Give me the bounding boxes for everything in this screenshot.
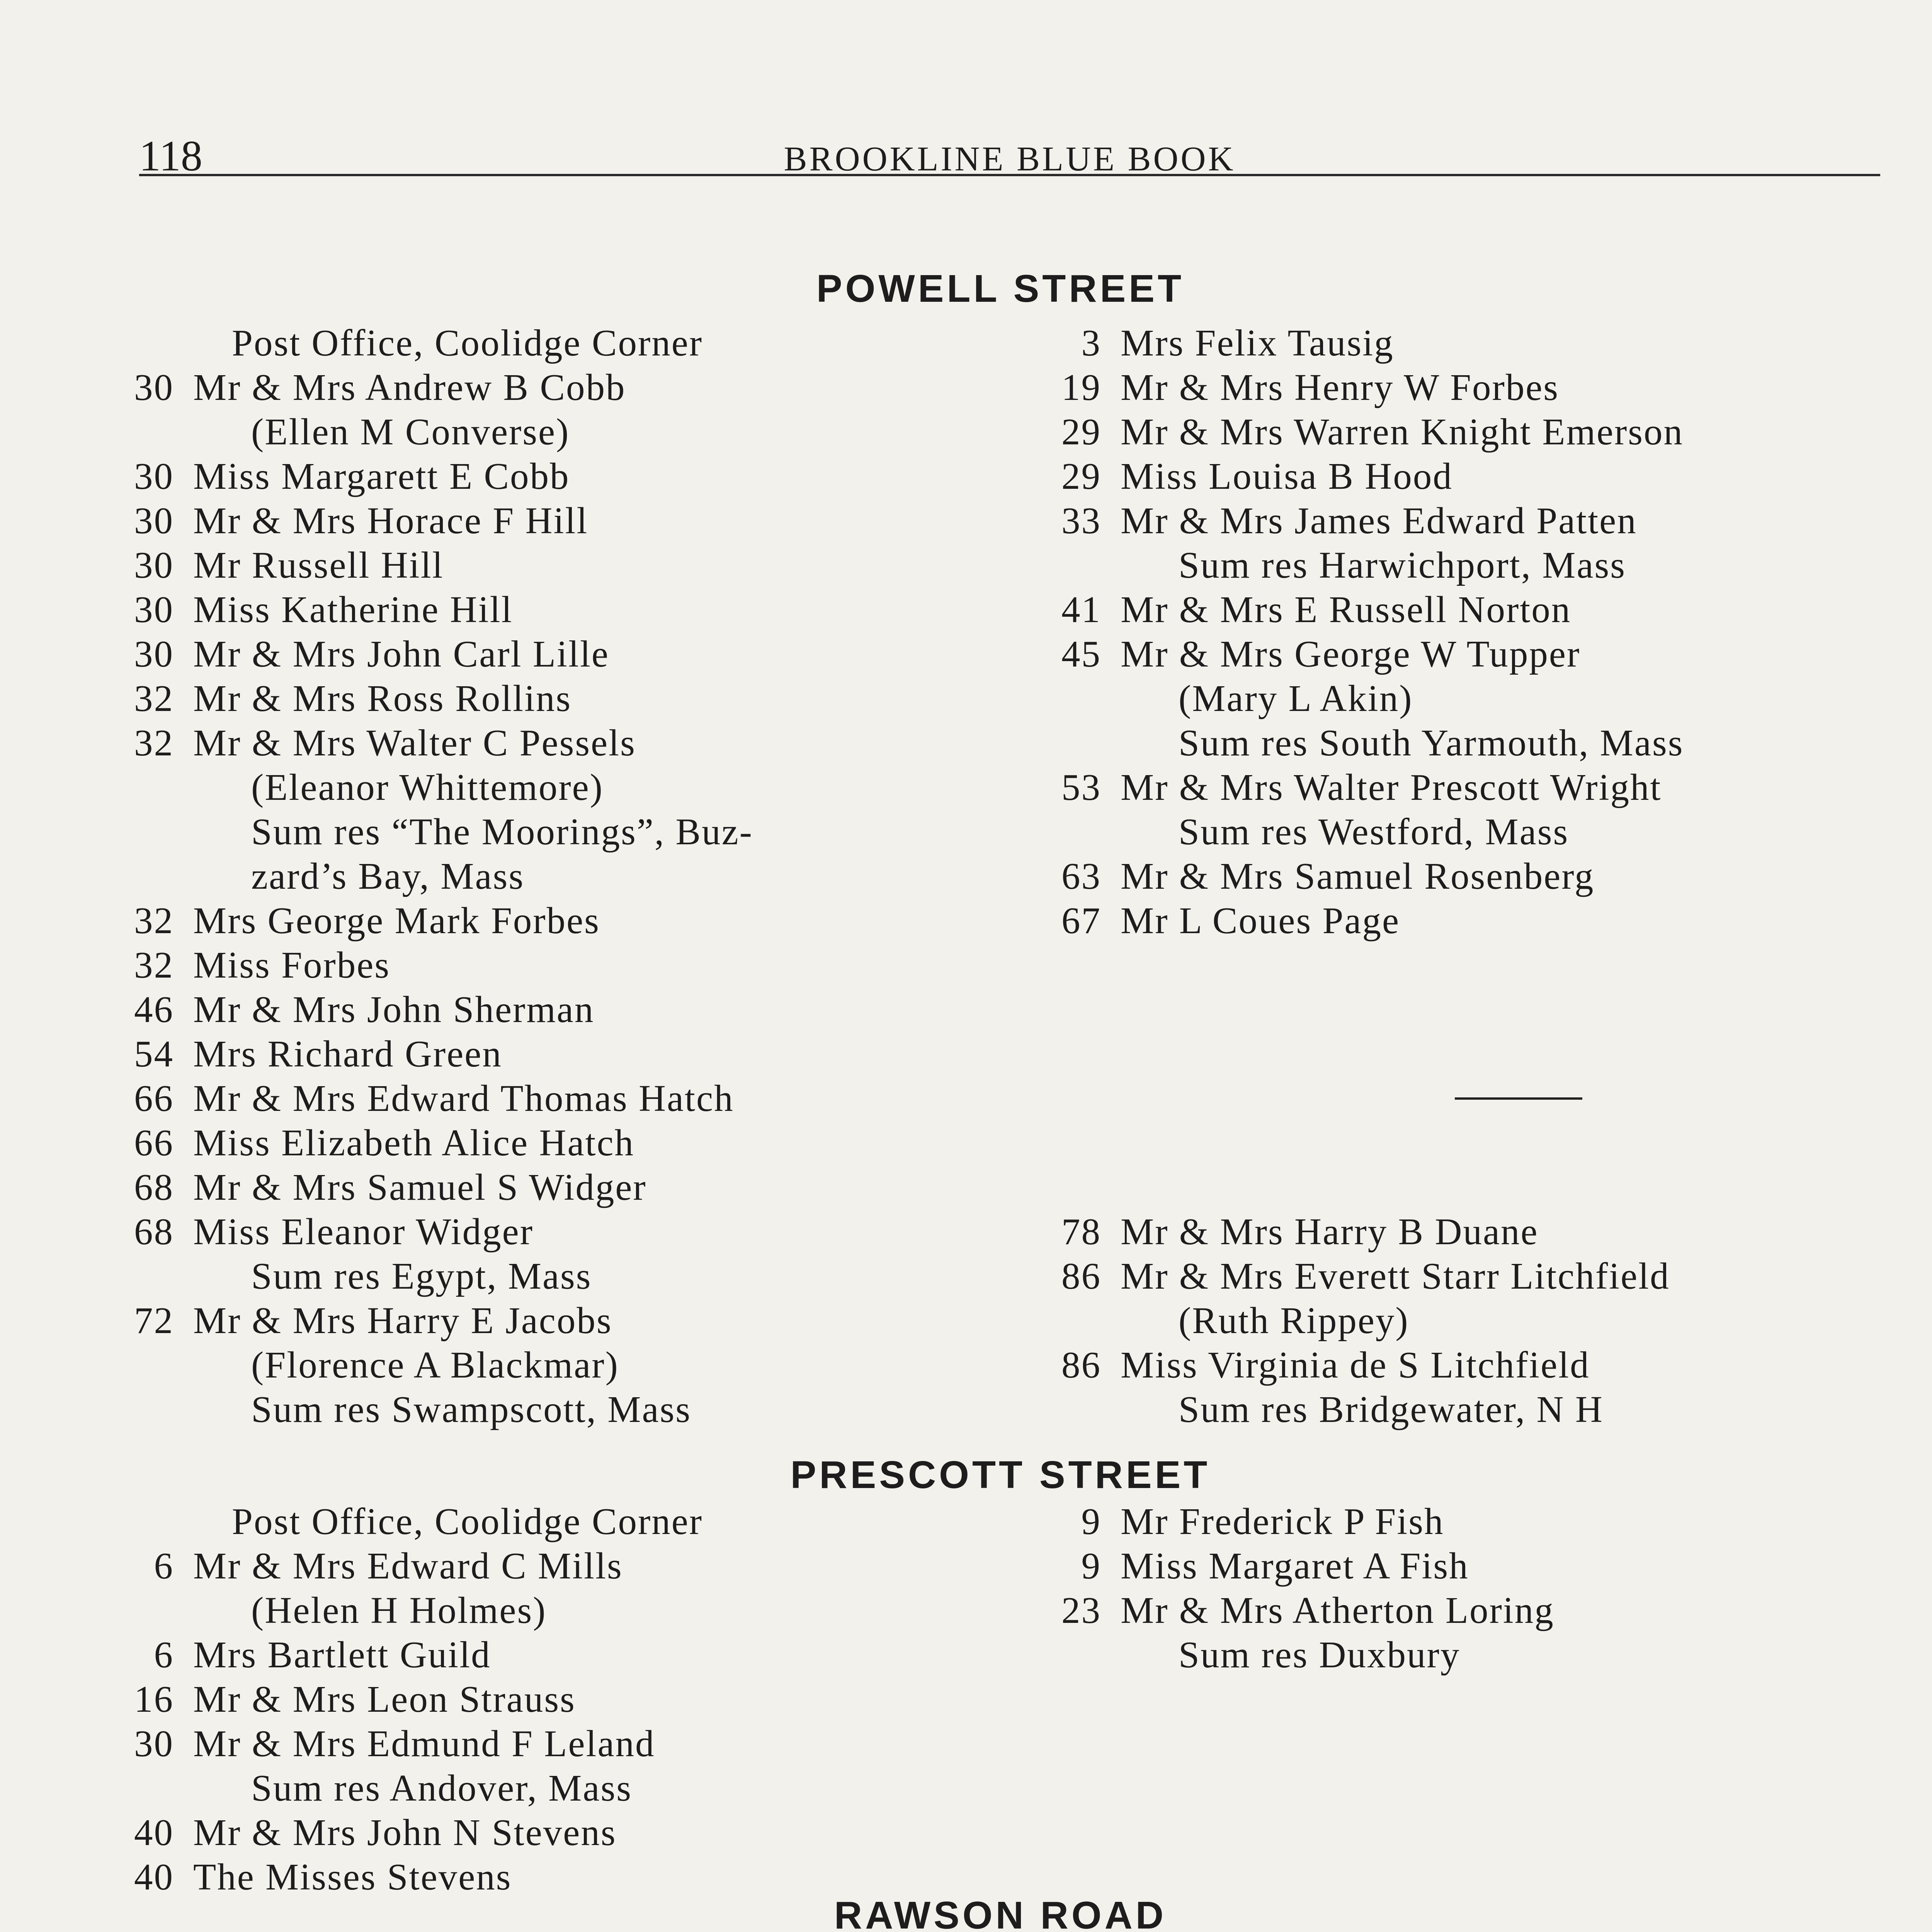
directory-entry — [1036, 1588, 1924, 1633]
resident-name: Sum res South Yarmouth, Mass — [1179, 722, 1684, 764]
resident-name: zard’s Bay, Mass — [251, 855, 525, 897]
resident-name: Mr & Mrs Samuel Rosenberg — [1121, 855, 1595, 897]
summer-residence-line — [108, 1254, 958, 1298]
summer-residence-line — [1036, 1633, 1924, 1677]
house-number: 30 — [134, 589, 174, 630]
house-number: 30 — [134, 456, 174, 497]
house-number — [108, 1387, 193, 1432]
house-number: 72 — [134, 1300, 174, 1341]
directory-entry — [1036, 365, 1924, 410]
resident-name: Mr & Mrs Edward C Mills — [193, 1545, 623, 1587]
blank-line — [1036, 1165, 1924, 1209]
directory-entry — [108, 1810, 958, 1855]
directory-entry — [1036, 1343, 1924, 1387]
resident-name: Mr & Mrs Atherton Loring — [1121, 1590, 1554, 1631]
house-number — [1036, 721, 1121, 765]
house-number: 29 — [1061, 411, 1101, 452]
house-number: 63 — [1061, 855, 1101, 897]
directory-entry — [108, 1121, 958, 1165]
directory-entry — [1036, 587, 1924, 632]
maiden-name-line — [1036, 676, 1924, 721]
summer-residence-line — [1036, 543, 1924, 587]
house-number: 78 — [1061, 1211, 1101, 1252]
house-number — [1036, 1387, 1121, 1432]
directory-entry — [1036, 321, 1924, 365]
house-number — [108, 1588, 193, 1633]
resident-name: Post Office, Coolidge Corner — [232, 322, 703, 364]
directory-entry — [108, 1721, 958, 1766]
resident-name: Sum res Westford, Mass — [1179, 811, 1569, 852]
directory-entry — [108, 1209, 958, 1254]
resident-name: Mr & Mrs E Russell Norton — [1121, 589, 1571, 630]
house-number: 30 — [134, 544, 174, 586]
resident-name: (Florence A Blackmar) — [251, 1344, 619, 1386]
house-number — [108, 1499, 193, 1544]
house-number: 23 — [1061, 1590, 1101, 1631]
maiden-name-line — [108, 1588, 958, 1633]
directory-entry — [1036, 854, 1924, 898]
house-number — [108, 854, 193, 898]
resident-name: Miss Margaret A Fish — [1121, 1545, 1469, 1587]
resident-name: Mr & Mrs George W Tupper — [1121, 633, 1581, 675]
directory-entry — [108, 543, 958, 587]
blank-line — [1036, 1121, 1924, 1165]
directory-entry — [108, 721, 958, 765]
directory-entry — [1036, 765, 1924, 810]
house-number: 41 — [1061, 589, 1101, 630]
resident-name: Miss Virginia de S Litchfield — [1121, 1344, 1590, 1386]
resident-name: Mr & Mrs Leon Strauss — [193, 1679, 576, 1720]
directory-entry — [108, 898, 958, 943]
directory-entry — [1036, 632, 1924, 676]
directory-entry — [108, 632, 958, 676]
house-number: 30 — [134, 500, 174, 541]
post-office-line — [108, 1499, 958, 1544]
maiden-name-line — [108, 410, 958, 454]
house-number: 46 — [134, 989, 174, 1030]
house-number — [108, 765, 193, 810]
house-number — [1036, 810, 1121, 854]
directory-entry — [108, 498, 958, 543]
resident-name: Mr & Mrs Walter C Pessels — [193, 722, 636, 764]
resident-name: Mrs Felix Tausig — [1121, 322, 1394, 364]
resident-name: Mr & Mrs Edmund F Leland — [193, 1723, 655, 1764]
directory-column-right — [1036, 321, 1924, 1432]
directory-entry — [1036, 454, 1924, 498]
house-number: 32 — [134, 722, 174, 764]
house-number: 16 — [134, 1679, 174, 1720]
house-number: 6 — [154, 1545, 174, 1587]
house-number — [1036, 676, 1121, 721]
house-number: 32 — [134, 678, 174, 719]
house-number: 45 — [1061, 633, 1101, 675]
resident-name: Miss Eleanor Widger — [193, 1211, 534, 1252]
directory-entry — [1036, 498, 1924, 543]
house-number: 30 — [134, 1723, 174, 1764]
summer-residence-line — [108, 1766, 958, 1810]
resident-name: Sum res Bridgewater, N H — [1179, 1389, 1604, 1430]
resident-name: Mr Frederick P Fish — [1121, 1501, 1444, 1542]
resident-name: Mr & Mrs Henry W Forbes — [1121, 367, 1560, 408]
post-office-line — [108, 321, 958, 365]
resident-name: Mr & Mrs Walter Prescott Wright — [1121, 767, 1662, 808]
column-divider — [1036, 1076, 1924, 1121]
directory-entry — [108, 1032, 958, 1076]
house-number — [108, 1254, 193, 1298]
directory-entry — [1036, 898, 1924, 943]
resident-name: Sum res Swampscott, Mass — [251, 1389, 691, 1430]
directory-entry — [108, 987, 958, 1032]
directory-entry — [108, 1544, 958, 1588]
directory-column-right — [1036, 1499, 1924, 1677]
summer-residence-line — [1036, 721, 1924, 765]
house-number: 86 — [1061, 1255, 1101, 1297]
resident-name: Sum res Egypt, Mass — [251, 1255, 592, 1297]
house-number: 40 — [134, 1812, 174, 1853]
directory-entry — [1036, 1544, 1924, 1588]
house-number: 29 — [1061, 456, 1101, 497]
house-number: 86 — [1061, 1344, 1101, 1386]
resident-name: Post Office, Coolidge Corner — [232, 1501, 703, 1542]
house-number — [108, 810, 193, 854]
resident-name: Mr & Mrs John Sherman — [193, 989, 595, 1030]
resident-name: Mrs Richard Green — [193, 1033, 502, 1075]
house-number — [108, 1343, 193, 1387]
resident-name: Mr & Mrs Harry B Duane — [1121, 1211, 1539, 1252]
resident-name: Mr & Mrs Horace F Hill — [193, 500, 588, 541]
resident-name: (Helen H Holmes) — [251, 1590, 547, 1631]
resident-name: Mrs George Mark Forbes — [193, 900, 600, 941]
resident-name: (Ruth Rippey) — [1179, 1300, 1409, 1341]
summer-residence-line — [1036, 1387, 1924, 1432]
house-number — [1036, 1633, 1121, 1677]
resident-name: Mr Russell Hill — [193, 544, 444, 586]
house-number: 53 — [1061, 767, 1101, 808]
directory-entry — [108, 1677, 958, 1721]
summer-residence-line — [108, 810, 958, 854]
resident-name: Mr & Mrs John N Stevens — [193, 1812, 617, 1853]
house-number — [1036, 1298, 1121, 1343]
house-number: 68 — [134, 1167, 174, 1208]
resident-name: Miss Margarett E Cobb — [193, 456, 570, 497]
resident-name: Miss Louisa B Hood — [1121, 456, 1453, 497]
maiden-name-line — [1036, 1298, 1924, 1343]
directory-entry — [108, 676, 958, 721]
house-number: 30 — [134, 633, 174, 675]
page-number: 118 — [139, 132, 202, 180]
resident-name: Sum res “The Moorings”, Buz- — [251, 811, 753, 852]
resident-name: Miss Katherine Hill — [193, 589, 513, 630]
house-number: 68 — [134, 1211, 174, 1252]
page-header — [139, 124, 1880, 180]
directory-entry — [108, 943, 958, 987]
directory-entry — [108, 1165, 958, 1209]
maiden-name-line — [108, 1343, 958, 1387]
resident-name: Mr & Mrs John Carl Lille — [193, 633, 609, 675]
resident-name: Mr & Mrs Edward Thomas Hatch — [193, 1078, 734, 1119]
house-number: 66 — [134, 1122, 174, 1163]
house-number: 32 — [134, 944, 174, 986]
resident-name: Sum res Andover, Mass — [251, 1767, 632, 1809]
house-number: 9 — [1081, 1545, 1101, 1587]
house-number: 40 — [134, 1856, 174, 1898]
divider-rule — [1455, 1097, 1582, 1100]
street-heading: RAWSON ROAD — [834, 1894, 1167, 1932]
directory-entry — [108, 1855, 958, 1899]
resident-name: Mrs Bartlett Guild — [193, 1634, 491, 1675]
directory-entry — [108, 1076, 958, 1121]
house-number — [108, 321, 193, 365]
directory-column-left — [108, 321, 958, 1432]
house-number: 66 — [134, 1078, 174, 1119]
house-number — [108, 1766, 193, 1810]
directory-entry — [108, 1298, 958, 1343]
street-heading: POWELL STREET — [816, 267, 1185, 310]
resident-name: Mr & Mrs Ross Rollins — [193, 678, 572, 719]
house-number: 6 — [154, 1634, 174, 1675]
house-number: 67 — [1061, 900, 1101, 941]
directory-entry — [108, 1633, 958, 1677]
resident-name: Mr & Mrs Warren Knight Emerson — [1121, 411, 1684, 452]
directory-entry — [108, 365, 958, 410]
directory-column-left — [108, 1499, 958, 1899]
directory-entry — [108, 454, 958, 498]
resident-name: (Ellen M Converse) — [251, 411, 570, 452]
resident-name: Mr & Mrs Everett Starr Litchfield — [1121, 1255, 1670, 1297]
summer-residence-line — [108, 1387, 958, 1432]
house-number — [108, 410, 193, 454]
summer-residence-line — [1036, 810, 1924, 854]
resident-name: (Eleanor Whittemore) — [251, 767, 604, 808]
house-number: 30 — [134, 367, 174, 408]
resident-name: Miss Forbes — [193, 944, 390, 986]
directory-entry — [1036, 1254, 1924, 1298]
blank-line — [1036, 1032, 1924, 1076]
resident-name: The Misses Stevens — [193, 1856, 512, 1898]
house-number: 54 — [134, 1033, 174, 1075]
resident-name: Mr & Mrs Andrew B Cobb — [193, 367, 626, 408]
house-number: 33 — [1061, 500, 1101, 541]
resident-name: Mr & Mrs Samuel S Widger — [193, 1167, 647, 1208]
resident-name: Sum res Duxbury — [1179, 1634, 1461, 1675]
summer-residence-line — [108, 854, 958, 898]
resident-name: Sum res Harwichport, Mass — [1179, 544, 1626, 586]
resident-name: Mr & Mrs Harry E Jacobs — [193, 1300, 612, 1341]
maiden-name-line — [108, 765, 958, 810]
blank-line — [1036, 943, 1924, 987]
resident-name: Mr L Coues Page — [1121, 900, 1400, 941]
book-title: BROOKLINE BLUE BOOK — [784, 140, 1236, 178]
house-number: 3 — [1081, 322, 1101, 364]
blank-line — [1036, 987, 1924, 1032]
house-number: 9 — [1081, 1501, 1101, 1542]
resident-name: Miss Elizabeth Alice Hatch — [193, 1122, 635, 1163]
house-number: 32 — [134, 900, 174, 941]
resident-name: Mr & Mrs James Edward Patten — [1121, 500, 1637, 541]
resident-name: (Mary L Akin) — [1179, 678, 1413, 719]
house-number — [1036, 543, 1121, 587]
house-number: 19 — [1061, 367, 1101, 408]
directory-entry — [1036, 410, 1924, 454]
directory-entry — [1036, 1499, 1924, 1544]
directory-entry — [1036, 1209, 1924, 1254]
directory-entry — [108, 587, 958, 632]
street-heading: PRESCOTT STREET — [790, 1453, 1211, 1497]
